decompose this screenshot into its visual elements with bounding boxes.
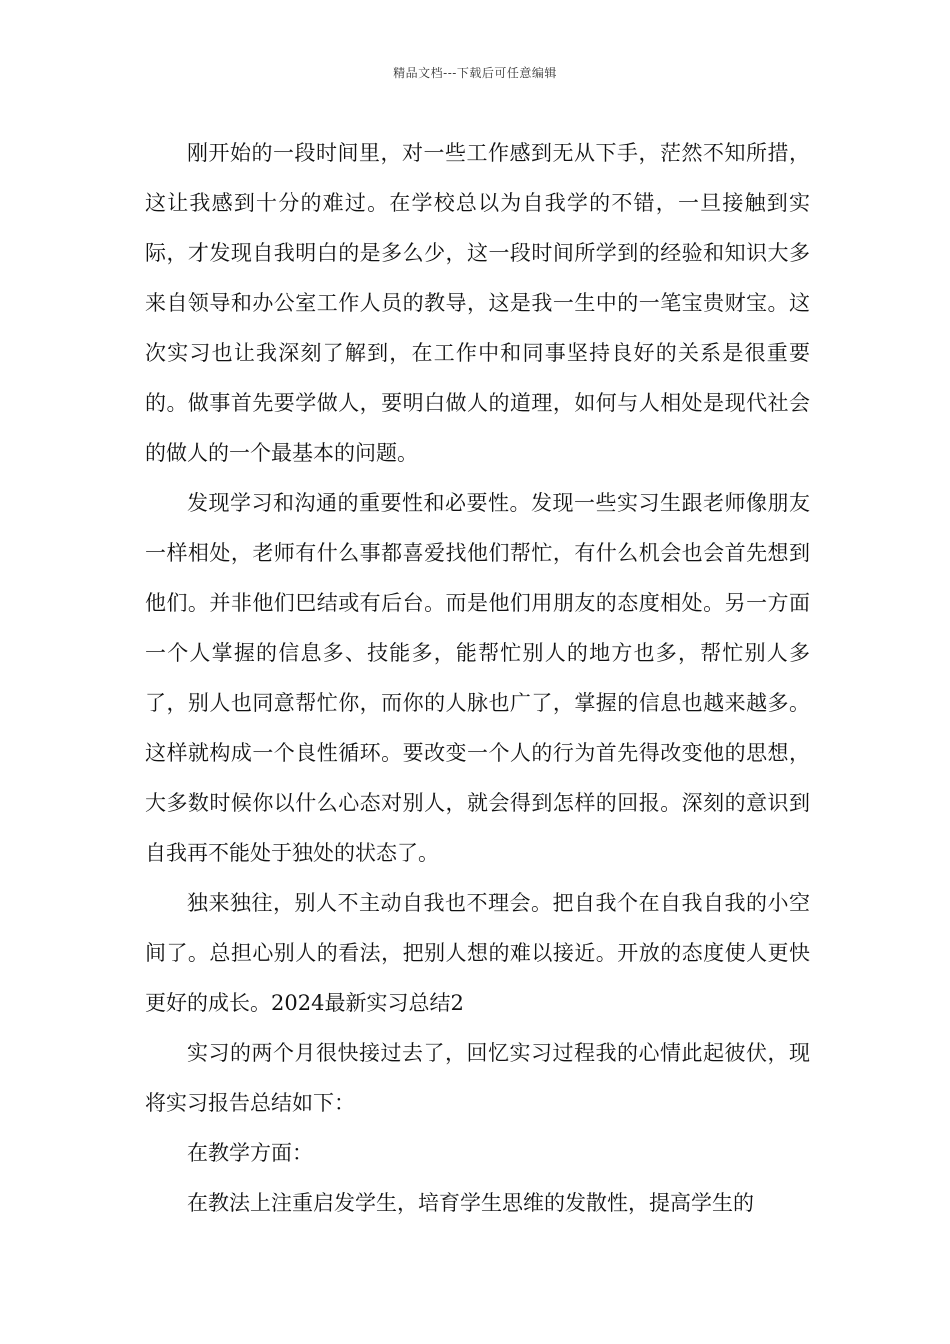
paragraph-3: 独来独往，别人不主动自我也不理会。把自我个在自我自我的小空间了。总担心别人的看法，把别人想的难以接近。开放的态度使人更快更好的成长。2024最新实习总结2 <box>145 891 810 1015</box>
paragraph-6: 在教法上注重启发学生，培育学生思维的发散性，提高学生的 <box>187 1191 754 1215</box>
document-body <box>145 128 810 1228</box>
paragraph-1: 刚开始的一段时间里，对一些工作感到无从下手，茫然不知所措，这让我感到十分的难过。在学校总以为自我学的不错，一旦接触到实际，才发现自我明白的是多么少，这一段时间所学到的经验和知识大多来自领导和办公室工作人员的教导，这是我一生中的一笔宝贵财宝。这次实习也让我深刻了解到，在工作中和同事坚持良好的关系是很重要的。做事首先要学做人，要明白做人的道理，如何与人相处是现代社会的做人的一个最基本的问题。 <box>145 141 810 465</box>
page-header: 精品文档---下载后可任意编辑 <box>393 66 557 80</box>
paragraph-5: 在教学方面： <box>187 1141 313 1165</box>
paragraph-2: 发现学习和沟通的重要性和必要性。发现一些实习生跟老师像朋友一样相处，老师有什么事都喜爱找他们帮忙，有什么机会也会首先想到他们。并非他们巴结或有后台。而是他们用朋友的态度相处。另一方面一个人掌握的信息多、技能多，能帮忙别人的地方也多，帮忙别人多了，别人也同意帮忙你，而你的人脉也广了，掌握的信息也越来越多。这样就构成一个良性循环。要改变一个人的行为首先得改变他的思想，大多数时候你以什么心态对别人，就会得到怎样的回报。深刻的意识到自我再不能处于独处的状态了。 <box>145 491 810 865</box>
paragraph-4: 实习的两个月很快接过去了，回忆实习过程我的心情此起彼伏，现将实习报告总结如下： <box>145 1041 810 1115</box>
